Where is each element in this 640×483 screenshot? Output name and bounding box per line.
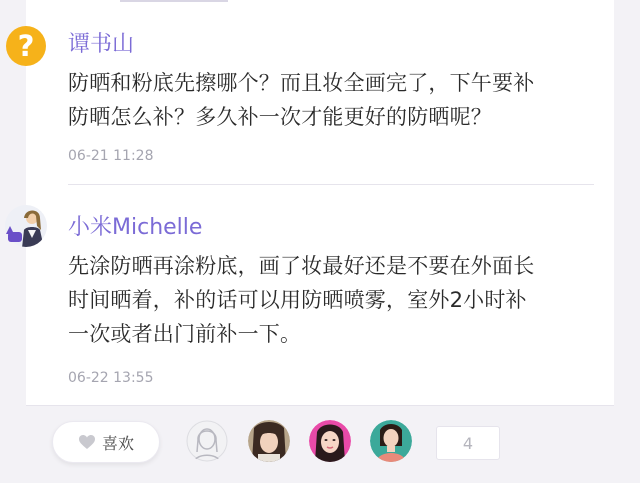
comment-line: 防晒和粉底先擦哪个？而且妆全画完了，下午要补 (68, 71, 535, 95)
footer-divider (26, 405, 614, 406)
liker-avatar-placeholder[interactable] (186, 420, 228, 462)
top-divider (120, 0, 228, 2)
comment-text (68, 66, 588, 134)
comment-line: 时间晒着，补的话可以用防晒喷雾，室外2小时补 (68, 288, 527, 312)
like-button[interactable] (52, 421, 160, 463)
comment-line: 一次或者出门前补一下。 (68, 322, 302, 346)
username[interactable]: 小米Michelle (68, 215, 203, 240)
username[interactable]: 谭书山 (68, 32, 135, 57)
question-avatar-icon[interactable]: ? (6, 26, 46, 66)
liker-avatar-1[interactable] (248, 420, 290, 462)
like-count[interactable]: 4 (436, 426, 500, 460)
liker-avatar-2[interactable] (309, 420, 351, 462)
post-divider (68, 184, 594, 185)
liker-avatar-3[interactable] (370, 420, 412, 462)
comment-line: 先涂防晒再涂粉底，画了妆最好还是不要在外面长 (68, 254, 535, 278)
timestamp: 06-22 13:55 (68, 370, 154, 386)
timestamp: 06-21 11:28 (68, 148, 154, 164)
comment-line: 防晒怎么补？多久补一次才能更好的防晒呢？ (68, 105, 492, 129)
user-avatar-icon[interactable] (4, 204, 48, 248)
like-label: 喜欢 (101, 433, 134, 453)
heart-icon (78, 434, 96, 450)
comment-text (68, 249, 588, 351)
